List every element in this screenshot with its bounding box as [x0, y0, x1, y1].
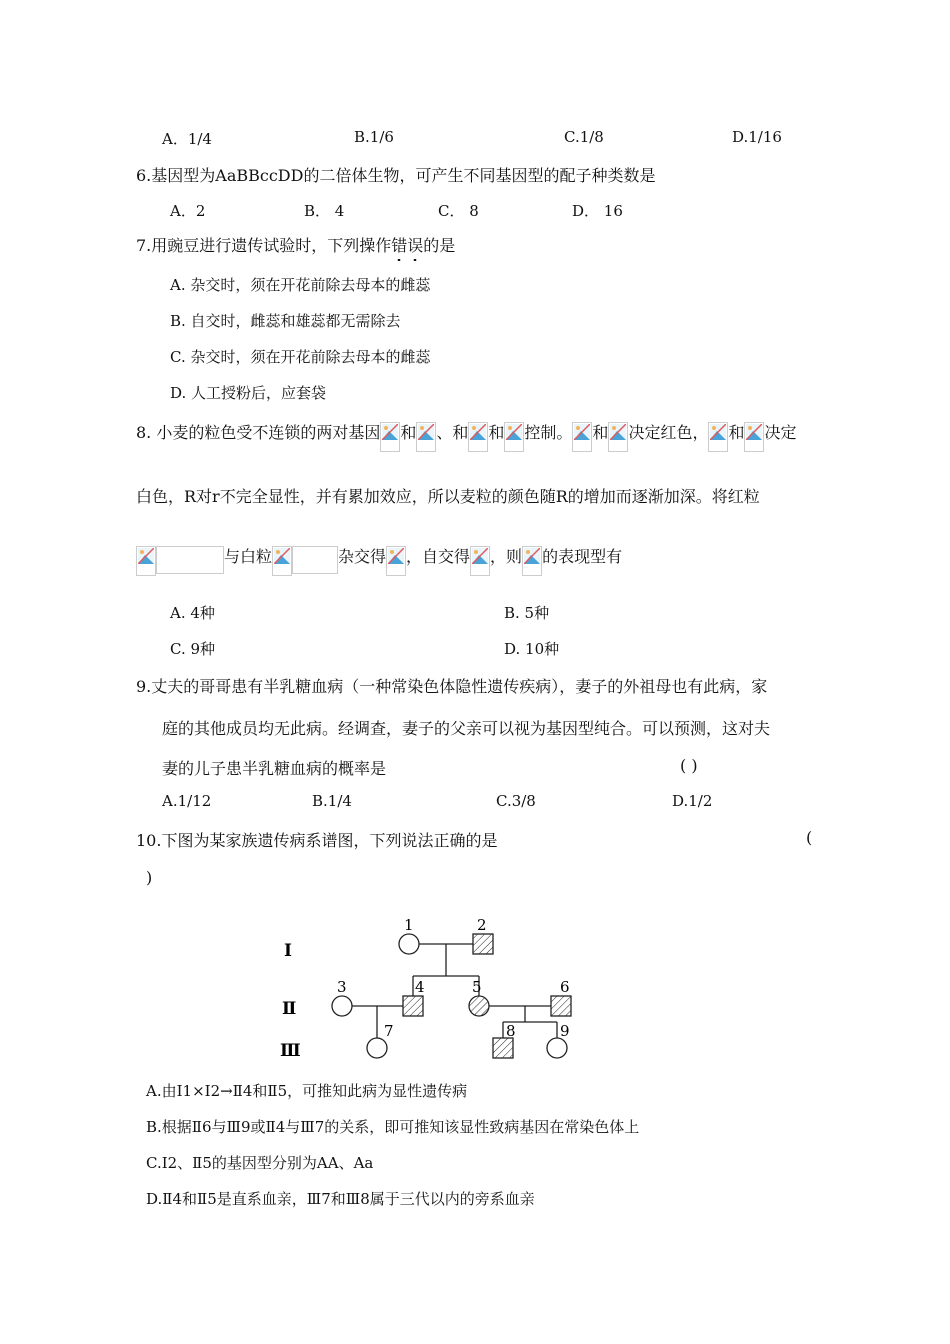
q9-line3: 妻的儿子患半乳糖血病的概率是 [162, 759, 387, 778]
broken-image-icon [416, 422, 436, 452]
q7-option-c: C. 杂交时，须在开花前除去母本的雌蕊 [170, 348, 431, 366]
emphasis-mark: 错误 [391, 236, 424, 255]
q6-option-b: B． 4 [304, 202, 345, 220]
q8-option-a: A. 4种 [170, 604, 215, 622]
broken-image-icon [708, 422, 728, 452]
broken-image-icon [468, 422, 488, 452]
q6-stem: 6.基因型为AaBBccDD的二倍体生物，可产生不同基因型的配子种类数是 [136, 166, 656, 185]
q6-option-c: C． 8 [438, 202, 479, 220]
q6-option-d: D． 16 [572, 202, 623, 220]
q8-option-d: D. 10种 [504, 640, 560, 658]
id-label-9: 9 [560, 1022, 570, 1040]
id-label-2: 2 [477, 916, 487, 934]
q9-option-d: D.1/2 [672, 792, 713, 810]
q10-paren-open: ( [806, 828, 813, 847]
broken-image-icon [744, 422, 764, 452]
q5-option-d: D.1/16 [732, 128, 782, 146]
q7-option-a: A. 杂交时，须在开花前除去母本的雌蕊 [170, 276, 431, 294]
id-label-3: 3 [337, 978, 347, 996]
q8-option-b: B. 5种 [504, 604, 550, 622]
individual-5 [469, 996, 489, 1016]
id-label-7: 7 [384, 1022, 394, 1040]
gen-label-3: Ⅲ [280, 1041, 301, 1061]
pedigree-chart [270, 908, 600, 1068]
broken-image-icon [272, 546, 292, 576]
image-frame [156, 546, 224, 574]
id-label-1: 1 [404, 916, 414, 934]
q10-option-a: A.由Ⅰ1×Ⅰ2→Ⅱ4和Ⅱ5，可推知此病为显性遗传病 [146, 1082, 468, 1100]
individual-2 [473, 934, 493, 954]
broken-image-icon [572, 422, 592, 452]
q8-line3: 与白粒 杂交得 ，自交得 ，则 的表现型有 [136, 544, 622, 576]
broken-image-icon [504, 422, 524, 452]
broken-image-icon [608, 422, 628, 452]
q7-option-b: B. 自交时，雌蕊和雄蕊都无需除去 [170, 312, 401, 330]
id-label-8: 8 [506, 1022, 516, 1040]
q9-line2: 庭的其他成员均无此病。经调查，妻子的父亲可以视为基因型纯合。可以预测，这对夫 [162, 719, 771, 738]
q8-option-c: C. 9种 [170, 640, 216, 658]
gen-label-1: Ⅰ [284, 941, 292, 961]
individual-3 [332, 996, 352, 1016]
image-frame [292, 546, 338, 574]
q9-line1: 9.丈夫的哥哥患有半乳糖血病（一种常染色体隐性遗传疾病），妻子的外祖母也有此病，家 [136, 677, 768, 696]
individual-9 [547, 1038, 567, 1058]
q9-answer-paren: ( ) [680, 756, 698, 775]
individual-7 [367, 1038, 387, 1058]
broken-image-icon [470, 546, 490, 576]
individual-1 [399, 934, 419, 954]
id-label-5: 5 [472, 978, 482, 996]
q7-stem: 7.用豌豆进行遗传试验时，下列操作错误的是 [136, 236, 456, 255]
q10-stem: 10.下图为某家族遗传病系谱图，下列说法正确的是 [136, 831, 498, 850]
q5-option-a: A．1/4 [162, 130, 212, 148]
q7-option-d: D. 人工授粉后，应套袋 [170, 384, 327, 402]
q5-option-c: C.1/8 [564, 128, 604, 146]
id-label-6: 6 [560, 978, 570, 996]
broken-image-icon [522, 546, 542, 576]
q10-option-d: D.Ⅱ4和Ⅱ5是直系血亲，Ⅲ7和Ⅲ8属于三代以内的旁系血亲 [146, 1190, 535, 1208]
broken-image-icon [380, 422, 400, 452]
broken-image-icon [136, 546, 156, 576]
broken-image-icon [386, 546, 406, 576]
q8-line1: 8. 小麦的粒色受不连锁的两对基因 和 、和 和 控制。 和 决定红色， 和 决定 [136, 420, 796, 452]
q9-option-a: A.1/12 [162, 792, 212, 810]
q8-line2: 白色，R对r不完全显性，并有累加效应，所以麦粒的颜色随R的增加而逐渐加深。将红粒 [136, 487, 760, 506]
id-label-4: 4 [415, 978, 425, 996]
q10-option-c: C.Ⅰ2、Ⅱ5的基因型分别为AA、Aa [146, 1154, 374, 1172]
q10-option-b: B.根据Ⅱ6与Ⅲ9或Ⅱ4与Ⅲ7的关系，即可推知该显性致病基因在常染色体上 [146, 1118, 640, 1136]
gen-label-2: Ⅱ [282, 999, 297, 1019]
q5-option-b: B.1/6 [354, 128, 394, 146]
q9-option-b: B.1/4 [312, 792, 352, 810]
individual-6 [551, 996, 571, 1016]
individual-4 [403, 996, 423, 1016]
individual-8 [493, 1038, 513, 1058]
q6-option-a: A．2 [170, 202, 206, 220]
q9-option-c: C.3/8 [496, 792, 536, 810]
q10-paren-close: ) [146, 868, 153, 887]
